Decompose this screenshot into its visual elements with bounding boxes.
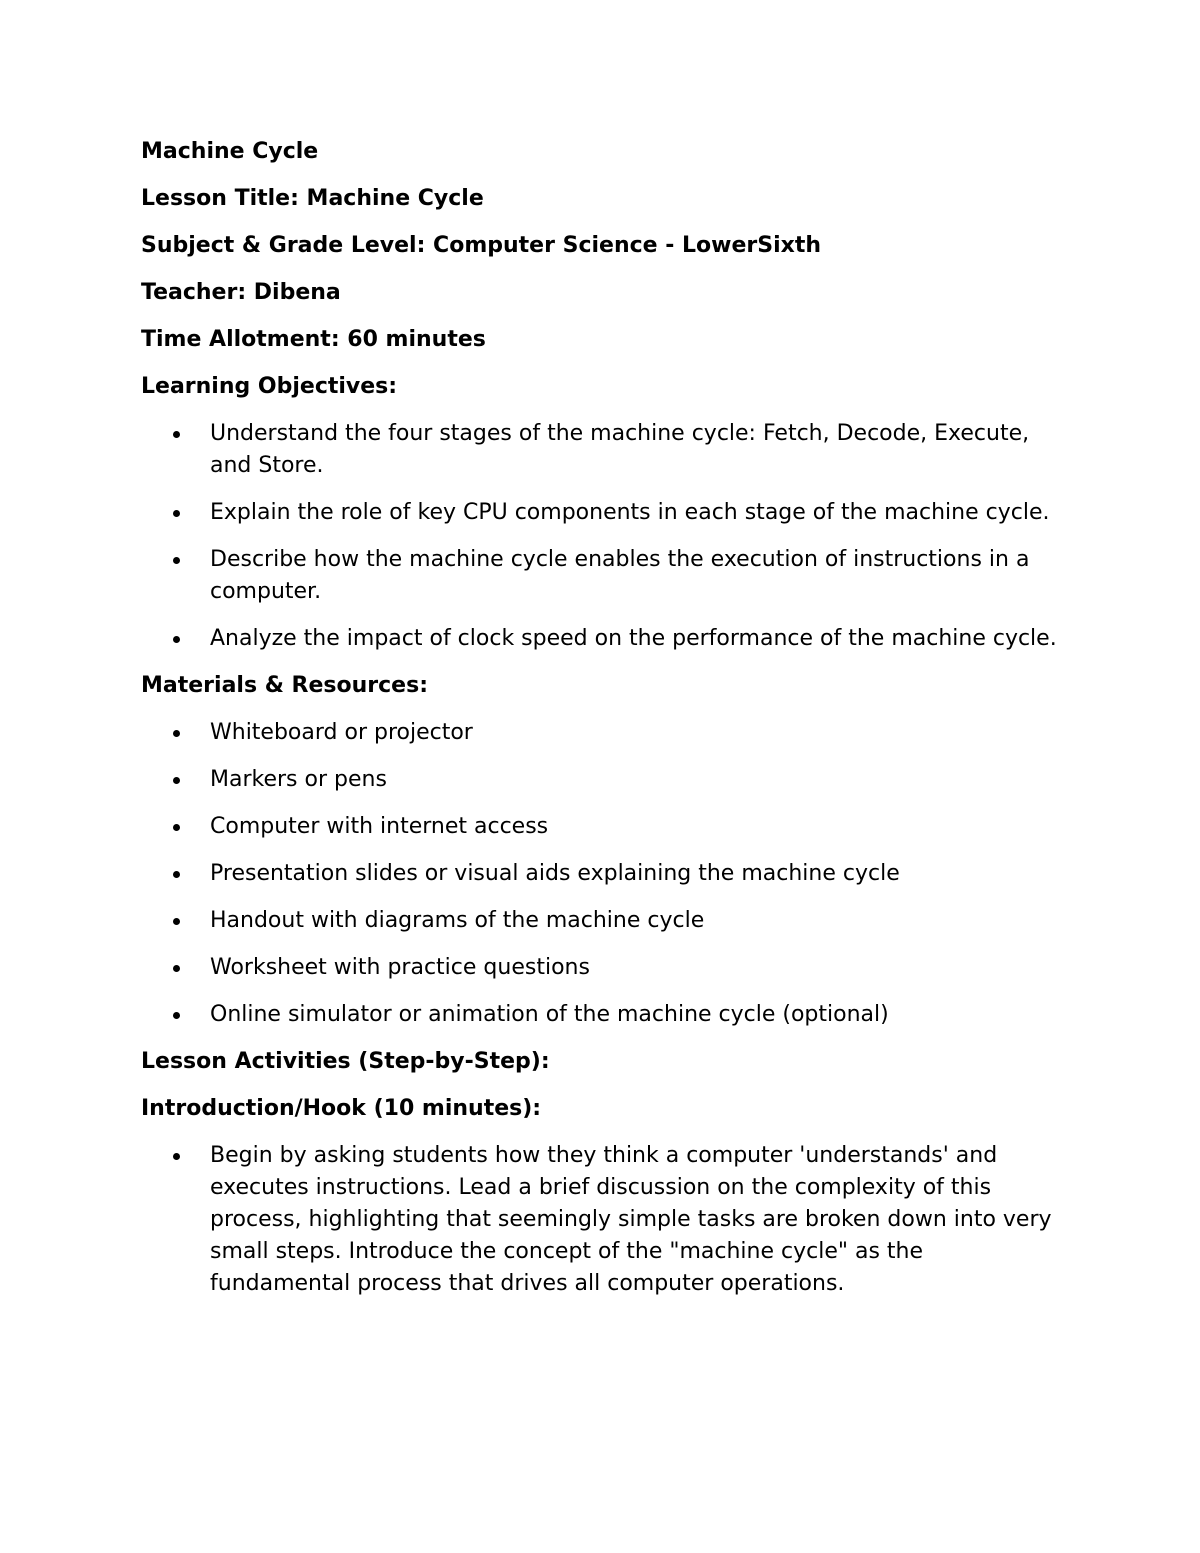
lesson-title: Lesson Title: Machine Cycle xyxy=(141,186,484,211)
activities-heading: Lesson Activities (Step-by-Step): xyxy=(141,1049,550,1074)
teacher: Teacher: Dibena xyxy=(141,280,341,305)
materials-heading: Materials & Resources: xyxy=(141,673,428,698)
objectives-list xyxy=(141,418,1061,655)
material-item: Whiteboard or projector xyxy=(141,717,1061,749)
bullet-icon xyxy=(173,510,180,517)
bullet-icon xyxy=(173,557,180,564)
bullet-icon xyxy=(173,777,180,784)
bullet-icon xyxy=(173,1153,180,1160)
bullet-icon xyxy=(173,871,180,878)
material-item: Presentation slides or visual aids explaining the machine cycle xyxy=(141,858,1061,890)
objective-item: Analyze the impact of clock speed on the performance of the machine cycle. xyxy=(141,623,1061,655)
intro-heading: Introduction/Hook (10 minutes): xyxy=(141,1096,542,1121)
material-item: Markers or pens xyxy=(141,764,1061,796)
bullet-icon xyxy=(173,824,180,831)
intro-list xyxy=(141,1140,1061,1300)
bullet-icon xyxy=(173,636,180,643)
bullet-icon xyxy=(173,730,180,737)
material-item: Worksheet with practice questions xyxy=(141,952,1061,984)
objective-item: Understand the four stages of the machine cycle: Fetch, Decode, Execute, and Store. xyxy=(141,418,1061,482)
material-item: Computer with internet access xyxy=(141,811,1061,843)
bullet-icon xyxy=(173,918,180,925)
bullet-icon xyxy=(173,1012,180,1019)
material-item: Online simulator or animation of the machine cycle (optional) xyxy=(141,999,1061,1031)
subject-grade-level: Subject & Grade Level: Computer Science - LowerSixth xyxy=(141,233,822,258)
objective-item: Explain the role of key CPU components in each stage of the machine cycle. xyxy=(141,497,1061,529)
document-title: Machine Cycle xyxy=(141,139,319,164)
objectives-heading: Learning Objectives: xyxy=(141,374,398,399)
objective-item: Describe how the machine cycle enables the execution of instructions in a computer. xyxy=(141,544,1061,608)
materials-list xyxy=(141,717,1061,1031)
bullet-icon xyxy=(173,431,180,438)
bullet-icon xyxy=(173,965,180,972)
material-item: Handout with diagrams of the machine cycle xyxy=(141,905,1061,937)
intro-item: Begin by asking students how they think a computer 'understands' and executes instructions. Lead a brief discussion on the complexity of this process, highlighting that seemingly simple tasks are broken down into very small steps. Introduce the concept of the "machine cycle" as the fundamental process that drives all computer operations. xyxy=(141,1140,1061,1300)
time-allotment: Time Allotment: 60 minutes xyxy=(141,327,486,352)
document-page xyxy=(141,136,1061,1315)
